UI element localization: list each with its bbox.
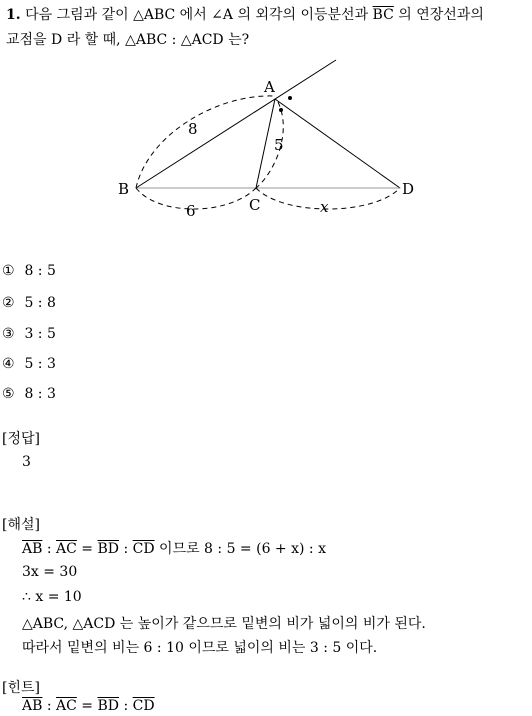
choice-4[interactable]: ④ 5 : 3 (2, 356, 56, 372)
choice-1[interactable]: ① 8 : 5 (2, 263, 56, 279)
answer-value: 3 (22, 454, 31, 470)
explanation-line-4: △ABC, △ACD 는 높이가 같으므로 밑변의 비가 넓이의 비가 된다. (22, 616, 426, 632)
vertex-b-label: B (118, 180, 130, 198)
line-ab-extended (136, 60, 336, 188)
hint-line: $\overline{AB}$ : $\overline{AC} = \overline{BD}$ : $\overline{CD}$ (22, 698, 155, 714)
segment-bc: $\overline{BC}$ (372, 7, 394, 23)
vertex-d-label: D (402, 180, 415, 198)
arc-ab (136, 96, 273, 188)
explanation-line-2: 3x = 30 (22, 564, 78, 580)
explanation-line-3: ∴ x = 10 (22, 589, 82, 605)
choice-2[interactable]: ② 5 : 8 (2, 295, 56, 311)
question-text (6, 3, 528, 53)
line-ac (256, 99, 275, 188)
question-line-1: 1. 다음 그림과 같이 △ABC 에서 ∠A 의 외각의 이등분선과 $\overline{BC}$ 의 연장선과의 (6, 7, 484, 23)
side-cd-label: x (320, 198, 329, 216)
side-ac-label: 5 (274, 136, 284, 154)
side-bc-label: 6 (186, 202, 196, 220)
vertex-c-label: C (249, 196, 261, 214)
answer-heading: [정답] (2, 431, 40, 447)
question-line-2: 교점을 D 라 할 때, △ABC : △ACD 는? (6, 32, 250, 48)
explanation-line-1: $\overline{AB}$ : $\overline{AC} = \overline{BD}$ : $\overline{CD}$ 이므로 8 : 5 = (6 + x) : x (22, 541, 326, 557)
side-ab-label: 8 (188, 120, 198, 138)
explanation-heading: [해설] (2, 517, 40, 533)
hint-heading: [힌트] (2, 680, 40, 696)
vertex-a-label: A (264, 78, 275, 96)
question-number: 1. (6, 7, 21, 23)
line-ad (275, 99, 400, 188)
choice-3[interactable]: ③ 3 : 5 (2, 326, 56, 342)
triangle-figure (108, 54, 428, 224)
arc-bc (136, 188, 256, 209)
angle-dot-outer (288, 96, 292, 100)
angle-dot-inner (279, 108, 283, 112)
choice-5[interactable]: ⑤ 8 : 3 (2, 386, 56, 402)
explanation-line-5: 따라서 밑변의 비는 6 : 10 이므로 넓이의 비는 3 : 5 이다. (22, 640, 378, 656)
